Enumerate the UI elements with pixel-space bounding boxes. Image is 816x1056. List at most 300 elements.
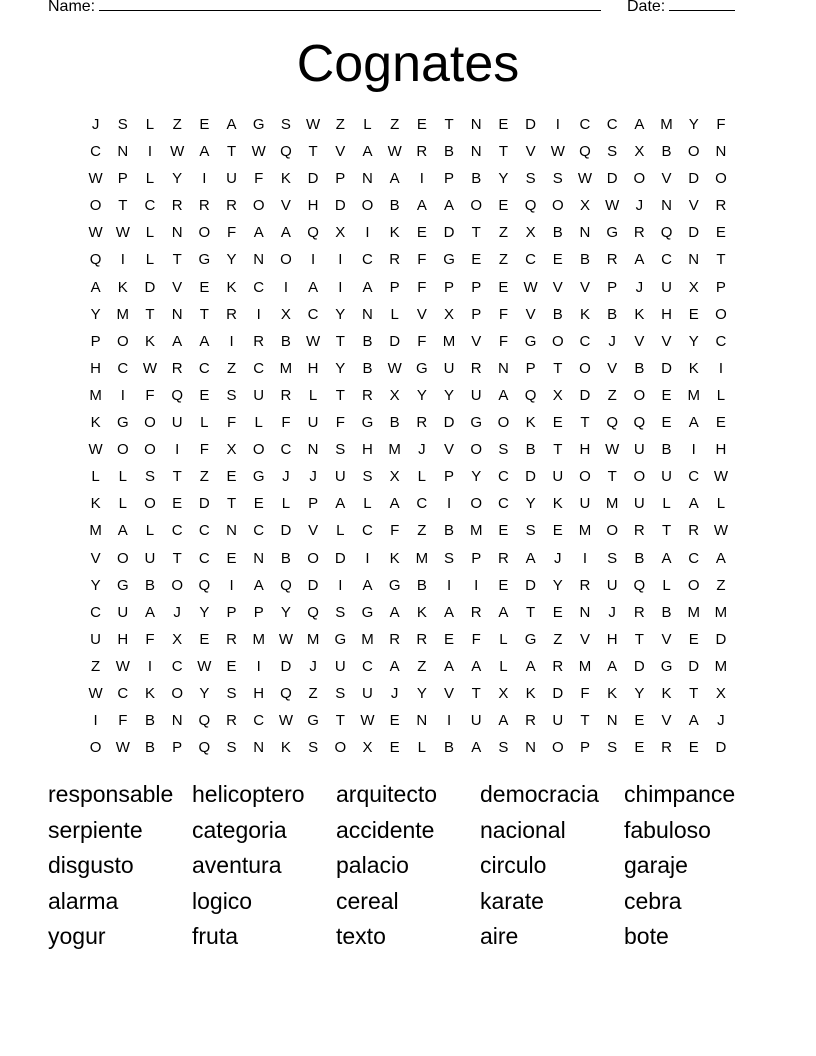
grid-letter: V: [172, 278, 183, 296]
grid-letter: V: [280, 197, 291, 215]
grid-letter: U: [362, 684, 373, 702]
grid-letter: R: [253, 332, 265, 350]
grid-letter: S: [498, 739, 509, 757]
grid-letter: S: [280, 116, 291, 133]
grid-letter: B: [661, 143, 672, 161]
grid-letter: Q: [633, 414, 646, 432]
grid-letter: V: [552, 278, 563, 296]
name-field[interactable]: [48, 0, 601, 18]
grid-letter: T: [716, 251, 726, 269]
grid-letter: D: [334, 197, 346, 215]
grid-letter: Y: [416, 386, 427, 404]
grid-letter: H: [362, 441, 373, 459]
grid-letter: S: [335, 441, 346, 459]
grid-letter: B: [444, 143, 455, 161]
grid-letter: B: [579, 251, 590, 269]
grid-letter: U: [470, 386, 482, 404]
grid-letter: P: [607, 278, 618, 296]
grid-letter: F: [281, 414, 291, 432]
word-list-item: palacio: [336, 852, 409, 879]
grid-letter: A: [688, 414, 699, 432]
grid-letter: X: [362, 739, 373, 757]
grid-letter: C: [307, 305, 319, 323]
grid-letter: N: [253, 251, 265, 269]
grid-letter: A: [444, 657, 455, 675]
grid-letter: E: [389, 712, 400, 730]
grid-letter: V: [525, 143, 536, 161]
grid-letter: E: [688, 630, 699, 648]
grid-letter: R: [633, 603, 645, 621]
grid-letter: D: [688, 657, 700, 675]
grid-letter: I: [365, 224, 370, 242]
grid-letter: E: [226, 657, 237, 675]
grid-letter: U: [171, 414, 183, 432]
grid-letter: W: [360, 712, 375, 730]
grid-letter: U: [117, 603, 129, 621]
grid-letter: F: [417, 278, 427, 296]
grid-letter: R: [525, 712, 537, 730]
grid-letter: T: [335, 386, 345, 404]
grid-letter: I: [338, 278, 343, 296]
grid-letter: A: [389, 603, 400, 621]
grid-letter: S: [525, 522, 536, 540]
grid-letter: C: [688, 468, 700, 486]
grid-letter: M: [415, 549, 429, 567]
grid-letter: I: [365, 549, 370, 567]
grid-letter: Z: [498, 251, 508, 269]
grid-letter: I: [338, 576, 343, 594]
grid-letter: P: [172, 739, 183, 757]
grid-letter: N: [497, 359, 509, 377]
grid-letter: R: [416, 414, 428, 432]
grid-letter: S: [117, 116, 128, 133]
grid-letter: L: [145, 116, 155, 133]
grid-letter: N: [362, 305, 373, 323]
grid-letter: R: [389, 251, 401, 269]
grid-letter: F: [226, 224, 237, 242]
grid-letter: B: [525, 441, 536, 459]
grid-letter: O: [144, 441, 156, 459]
grid-letter: C: [362, 251, 373, 269]
grid-letter: W: [115, 657, 130, 675]
grid-letter: I: [229, 576, 234, 594]
grid-letter: A: [634, 251, 645, 269]
grid-letter: Y: [90, 305, 101, 323]
grid-letter: D: [525, 116, 537, 133]
grid-letter: T: [118, 197, 128, 215]
grid-letter: N: [525, 739, 537, 757]
grid-letter: M: [578, 657, 592, 675]
grid-letter: I: [311, 251, 316, 269]
grid-letter: T: [444, 116, 454, 133]
grid-letter: T: [634, 630, 644, 648]
grid-letter: J: [309, 657, 317, 675]
name-blank[interactable]: [99, 0, 601, 11]
grid-letter: A: [389, 170, 400, 188]
grid-letter: O: [198, 224, 211, 242]
grid-letter: C: [90, 603, 102, 621]
grid-letter: A: [253, 576, 264, 594]
grid-letter: B: [389, 414, 400, 432]
grid-letter: O: [361, 197, 374, 215]
grid-letter: T: [580, 414, 590, 432]
grid-letter: D: [525, 468, 537, 486]
word-list-item: yogur: [48, 923, 106, 950]
grid-letter: C: [171, 522, 183, 540]
grid-letter: O: [633, 468, 646, 486]
grid-letter: P: [444, 170, 455, 188]
grid-letter: O: [470, 441, 483, 459]
grid-letter: Y: [199, 684, 210, 702]
grid-letter: N: [661, 197, 672, 215]
grid-letter: B: [144, 739, 155, 757]
grid-letter: O: [116, 332, 129, 350]
grid-letter: R: [226, 197, 237, 215]
grid-letter: O: [551, 332, 564, 350]
grid-letter: F: [335, 414, 345, 432]
word-list-item: cereal: [336, 887, 399, 914]
grid-letter: D: [280, 657, 292, 675]
grid-letter: X: [525, 224, 536, 242]
grid-letter: U: [661, 468, 672, 486]
grid-letter: J: [418, 441, 426, 459]
grid-letter: S: [498, 441, 509, 459]
grid-letter: Z: [716, 576, 726, 594]
grid-letter: L: [145, 224, 155, 242]
grid-letter: A: [444, 603, 455, 621]
grid-letter: K: [90, 414, 101, 432]
grid-letter: M: [714, 657, 728, 675]
grid-letter: B: [362, 359, 373, 377]
grid-letter: P: [253, 603, 264, 621]
grid-letter: Y: [688, 332, 699, 350]
grid-letter: A: [416, 197, 427, 215]
grid-letter: O: [116, 441, 129, 459]
grid-letter: G: [307, 712, 319, 730]
grid-letter: S: [335, 603, 346, 621]
grid-letter: E: [552, 414, 563, 432]
grid-letter: M: [578, 522, 592, 540]
grid-letter: P: [444, 278, 455, 296]
grid-letter: O: [551, 197, 564, 215]
word-list-item: aventura: [192, 852, 282, 879]
grid-letter: I: [446, 712, 452, 730]
grid-letter: E: [661, 414, 672, 432]
grid-letter: O: [307, 549, 319, 567]
grid-letter: J: [309, 468, 317, 486]
grid-letter: P: [471, 305, 482, 323]
grid-letter: M: [687, 603, 700, 621]
word-list-item: categoria: [192, 816, 287, 843]
grid-letter: R: [661, 739, 672, 757]
grid-letter: A: [389, 495, 400, 513]
grid-letter: A: [498, 386, 509, 404]
grid-letter: X: [552, 386, 563, 404]
grid-letter: R: [715, 197, 727, 215]
grid-letter: C: [198, 359, 210, 377]
grid-letter: X: [688, 278, 699, 296]
grid-letter: F: [254, 170, 264, 188]
grid-letter: E: [471, 251, 482, 269]
grid-letter: U: [552, 712, 564, 730]
grid-letter: Z: [335, 116, 345, 133]
grid-letter: I: [718, 359, 723, 377]
grid-letter: A: [471, 657, 482, 675]
grid-letter: H: [90, 359, 102, 377]
grid-letter: W: [88, 224, 103, 242]
grid-letter: U: [606, 576, 618, 594]
grid-letter: B: [444, 522, 455, 540]
grid-letter: I: [93, 712, 98, 730]
grid-letter: L: [662, 576, 671, 594]
grid-letter: O: [470, 197, 483, 215]
grid-letter: A: [661, 549, 672, 567]
grid-letter: E: [552, 603, 563, 621]
grid-letter: V: [607, 359, 618, 377]
grid-letter: A: [498, 603, 509, 621]
grid-letter: X: [335, 224, 346, 242]
grid-letter: W: [115, 224, 130, 242]
grid-letter: Z: [417, 522, 427, 540]
word-list-item: arquitecto: [336, 781, 438, 807]
grid-letter: T: [580, 712, 590, 730]
grid-letter: D: [443, 224, 455, 242]
grid-letter: T: [226, 495, 237, 513]
grid-letter: L: [281, 495, 291, 513]
word-list: [48, 777, 768, 955]
grid-letter: T: [172, 468, 182, 486]
date-field[interactable]: [627, 0, 735, 18]
grid-letter: O: [633, 170, 646, 188]
grid-letter: K: [144, 332, 155, 350]
grid-letter: V: [579, 630, 590, 648]
grid-letter: B: [552, 305, 563, 323]
grid-letter: H: [307, 197, 319, 215]
grid-letter: P: [90, 332, 101, 350]
grid-letter: K: [389, 549, 400, 567]
word-list-item: nacional: [480, 816, 566, 843]
grid-letter: K: [117, 278, 128, 296]
grid-letter: W: [523, 278, 538, 296]
grid-letter: Y: [172, 170, 183, 188]
grid-letter: V: [471, 332, 482, 350]
grid-letter: I: [419, 170, 424, 188]
grid-letter: M: [660, 116, 673, 133]
grid-letter: H: [606, 630, 618, 648]
word-list-item: responsable: [48, 781, 174, 807]
grid-letter: K: [525, 414, 536, 432]
grid-letter: R: [362, 386, 373, 404]
grid-letter: R: [226, 305, 237, 323]
grid-letter: M: [306, 630, 320, 648]
grid-letter: O: [89, 739, 102, 757]
grid-letter: N: [470, 143, 482, 161]
grid-letter: R: [226, 712, 237, 730]
grid-letter: F: [145, 630, 155, 648]
grid-letter: N: [117, 143, 129, 161]
grid-letter: W: [197, 657, 212, 675]
grid-letter: B: [607, 305, 618, 323]
grid-letter: Q: [280, 576, 292, 594]
grid-letter: Q: [606, 414, 618, 432]
grid-letter: G: [388, 576, 401, 594]
grid-letter: Q: [198, 712, 211, 730]
grid-letter: R: [198, 197, 210, 215]
grid-letter: E: [715, 414, 726, 432]
grid-letter: K: [416, 603, 427, 621]
grid-letter: S: [607, 739, 618, 757]
grid-letter: W: [88, 441, 103, 459]
grid-letter: D: [633, 657, 645, 675]
grid-letter: G: [660, 657, 673, 675]
word-list-item: fabuloso: [624, 816, 711, 843]
grid-letter: W: [278, 630, 293, 648]
grid-letter: P: [471, 549, 482, 567]
grid-letter: O: [715, 305, 727, 323]
grid-letter: H: [715, 441, 727, 459]
grid-letter: L: [145, 170, 155, 188]
grid-letter: M: [89, 386, 102, 404]
grid-letter: F: [498, 332, 508, 350]
grid-letter: T: [471, 224, 481, 242]
letter-grid: [82, 111, 735, 761]
grid-letter: K: [579, 305, 590, 323]
grid-letter: A: [362, 143, 373, 161]
grid-letter: Y: [335, 305, 346, 323]
grid-letter: U: [90, 630, 102, 648]
date-label: Date:: [627, 0, 666, 15]
grid-letter: U: [334, 468, 346, 486]
grid-letter: Z: [308, 684, 318, 702]
grid-letter: T: [689, 684, 699, 702]
grid-letter: I: [582, 549, 588, 567]
grid-letter: G: [524, 630, 537, 648]
grid-letter: B: [416, 576, 427, 594]
grid-letter: D: [280, 522, 292, 540]
grid-letter: I: [555, 116, 560, 133]
grid-letter: A: [172, 332, 183, 350]
grid-letter: H: [661, 305, 672, 323]
grid-letter: W: [387, 143, 402, 161]
grid-letter: B: [634, 359, 645, 377]
word-list-item: logico: [192, 887, 253, 914]
grid-letter: F: [471, 630, 481, 648]
grid-letter: I: [256, 657, 261, 675]
grid-letter: O: [334, 739, 347, 757]
grid-letter: M: [469, 522, 483, 540]
grid-letter: X: [498, 684, 509, 702]
grid-letter: T: [172, 549, 182, 567]
grid-letter: P: [117, 170, 128, 188]
grid-letter: F: [226, 414, 237, 432]
grid-letter: C: [198, 549, 210, 567]
grid-letter: S: [607, 143, 618, 161]
grid-letter: X: [444, 305, 455, 323]
grid-letter: I: [256, 305, 261, 323]
grid-letter: D: [688, 224, 700, 242]
grid-letter: M: [361, 630, 374, 648]
grid-letter: J: [608, 603, 616, 621]
grid-letter: T: [498, 143, 508, 161]
grid-letter: J: [282, 468, 290, 486]
grid-letter: X: [579, 197, 590, 215]
grid-letter: O: [687, 576, 700, 594]
grid-letter: A: [688, 495, 699, 513]
grid-letter: Y: [525, 495, 536, 513]
grid-letter: K: [688, 359, 699, 377]
grid-letter: A: [715, 549, 726, 567]
grid-letter: L: [145, 251, 155, 269]
date-blank[interactable]: [669, 0, 735, 11]
grid-letter: E: [498, 197, 509, 215]
grid-letter: Q: [171, 386, 183, 404]
grid-letter: R: [171, 197, 183, 215]
grid-letter: E: [226, 468, 237, 486]
grid-letter: R: [497, 549, 509, 567]
grid-letter: L: [308, 386, 318, 404]
grid-letter: C: [117, 359, 129, 377]
grid-letter: U: [633, 441, 645, 459]
grid-letter: W: [306, 116, 321, 133]
grid-letter: L: [118, 468, 127, 486]
grid-letter: C: [579, 116, 591, 133]
grid-letter: M: [714, 603, 728, 621]
grid-letter: L: [499, 657, 508, 675]
grid-letter: W: [713, 468, 728, 486]
grid-letter: X: [715, 684, 726, 702]
grid-letter: N: [579, 603, 591, 621]
grid-letter: Z: [417, 657, 427, 675]
grid-letter: D: [144, 278, 156, 296]
word-list-item: chimpance: [624, 781, 736, 807]
grid-letter: L: [499, 630, 508, 648]
grid-letter: J: [173, 603, 181, 621]
grid-letter: V: [444, 684, 455, 702]
grid-letter: G: [361, 414, 374, 432]
grid-letter: S: [362, 468, 373, 486]
grid-letter: E: [498, 278, 509, 296]
grid-letter: H: [253, 684, 265, 702]
grid-letter: O: [715, 170, 727, 188]
grid-letter: W: [605, 197, 620, 215]
grid-letter: C: [525, 251, 537, 269]
grid-letter: L: [363, 495, 372, 513]
grid-letter: Q: [660, 224, 673, 242]
grid-letter: A: [525, 657, 536, 675]
grid-letter: R: [633, 224, 645, 242]
grid-letter: M: [442, 332, 456, 350]
grid-letter: G: [416, 359, 428, 377]
grid-letter: W: [387, 359, 402, 377]
grid-letter: F: [390, 522, 400, 540]
grid-letter: R: [416, 143, 428, 161]
grid-letter: D: [307, 576, 319, 594]
grid-letter: E: [498, 116, 509, 133]
grid-letter: G: [361, 603, 374, 621]
grid-letter: Z: [91, 657, 101, 675]
grid-letter: J: [635, 197, 644, 215]
grid-letter: A: [226, 116, 237, 133]
grid-letter: Q: [280, 684, 292, 702]
grid-letter: S: [226, 684, 237, 702]
grid-letter: C: [362, 657, 373, 675]
grid-letter: Z: [199, 468, 209, 486]
grid-letter: N: [416, 712, 428, 730]
grid-letter: V: [661, 170, 672, 188]
word-list-item: karate: [480, 887, 544, 914]
grid-letter: Q: [633, 576, 646, 594]
grid-letter: V: [634, 332, 645, 350]
